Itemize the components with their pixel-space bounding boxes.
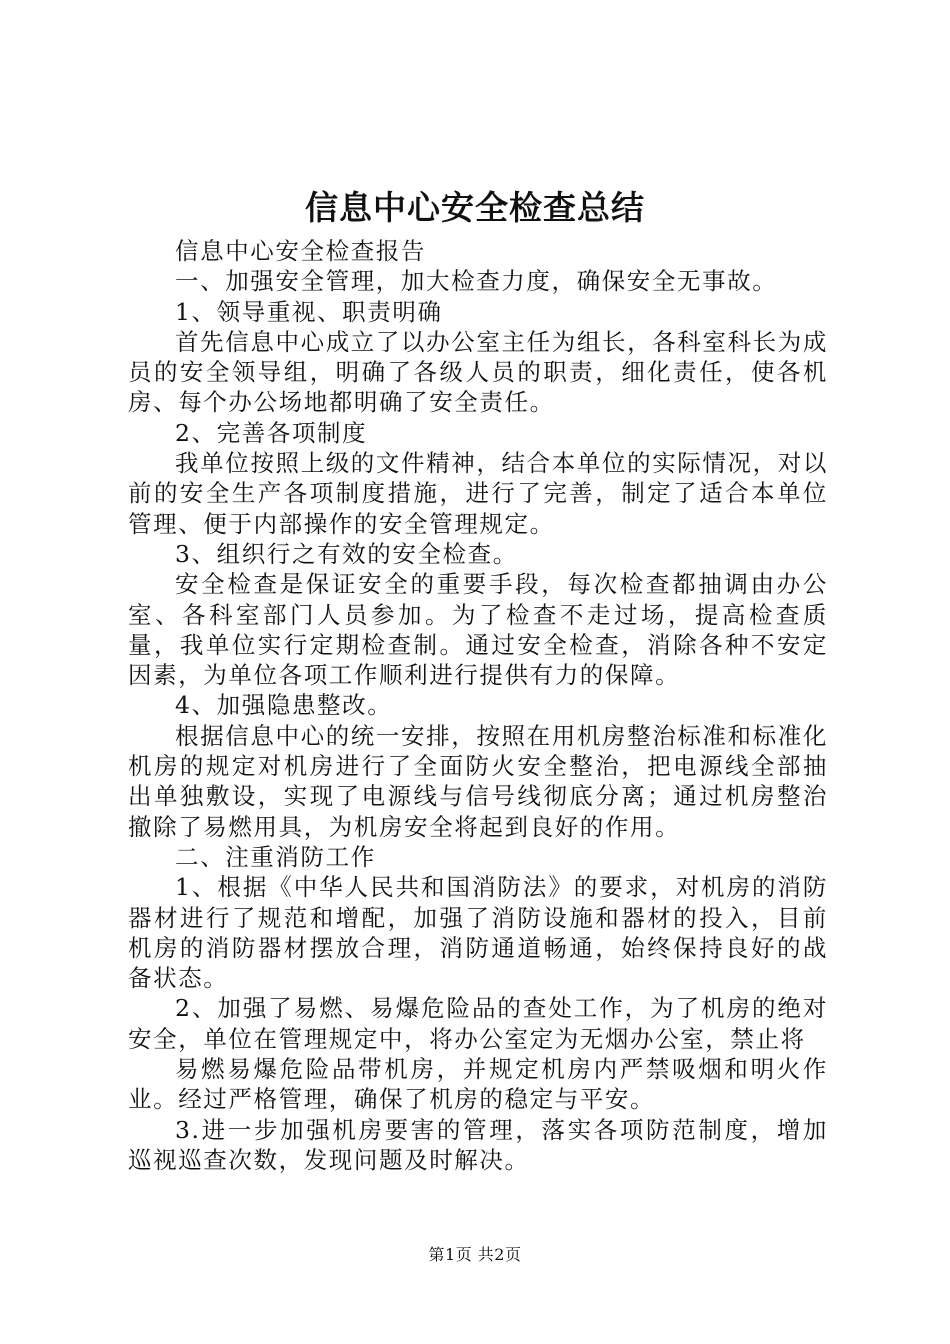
body-paragraph: 2、加强了易燃、易爆危险品的查处工作，为了机房的绝对安全，单位在管理规定中，将办公室定为无烟办公室，禁止将 — [128, 994, 828, 1053]
section-heading-1: 一、加强安全管理，加大检查力度，确保安全无事故。 — [175, 267, 778, 296]
subsection-heading: 4、加强隐患整改。 — [175, 691, 393, 720]
page-number: 第1页 共2页 — [428, 1245, 522, 1264]
body-paragraph: 首先信息中心成立了以办公室主任为组长，各科室科长为成员的安全领导组，明确了各级人员的职责，细化责任，使各机房、每个办公场地都明确了安全责任。 — [128, 327, 828, 417]
body-paragraph: 1、根据《中华人民共和国消防法》的要求，对机房的消防器材进行了规范和增配，加强了消防设施和器材的投入，目前机房的消防器材摆放合理，消防通道畅通，始终保持良好的战备状态。 — [128, 873, 828, 993]
document-title: 信息中心安全检查总结 — [305, 188, 645, 227]
body-paragraph: 安全检查是保证安全的重要手段，每次检查都抽调由办公室、各科室部门人员参加。为了检查不走过场，提高检查质量，我单位实行定期检查制。通过安全检查，消除各种不安定因素，为单位各项工作顺利进行提供有力的保障。 — [128, 570, 828, 690]
body-paragraph: 易燃易爆危险品带机房，并规定机房内严禁吸烟和明火作业。经过严格管理，确保了机房的稳定与平安。 — [128, 1055, 828, 1114]
body-paragraph: 我单位按照上级的文件精神，结合本单位的实际情况，对以前的安全生产各项制度措施，进行了完善，制定了适合本单位管理、便于内部操作的安全管理规定。 — [128, 449, 828, 538]
body-paragraph: 3.进一步加强机房要害的管理，落实各项防范制度，增加巡视巡查次数，发现问题及时解决。 — [128, 1115, 828, 1174]
subsection-heading: 1、领导重视、职责明确 — [175, 297, 443, 326]
report-heading: 信息中心安全检查报告 — [175, 237, 426, 265]
document-body — [128, 236, 828, 1175]
body-paragraph: 根据信息中心的统一安排，按照在用机房整治标准和标准化机房的规定对机房进行了全面防火安全整治，把电源线全部抽出单独敷设，实现了电源线与信号线彻底分离；通过机房整治撤除了易燃用具，为机房安全将起到良好的作用。 — [128, 721, 828, 841]
subsection-heading: 3、组织行之有效的安全检查。 — [175, 539, 518, 568]
subsection-heading: 2、完善各项制度 — [175, 418, 368, 447]
section-heading-2: 二、注重消防工作 — [175, 842, 376, 871]
